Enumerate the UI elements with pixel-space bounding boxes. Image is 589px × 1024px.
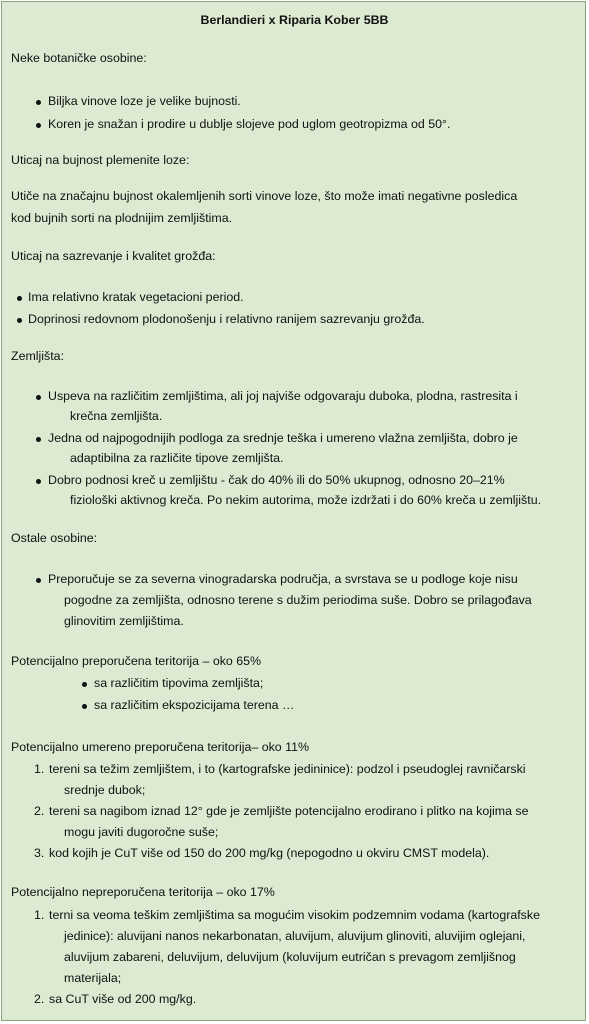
- bullet-icon: [36, 479, 41, 484]
- list-item-line: krečna zemljišta.: [70, 409, 163, 423]
- bullet-icon: [36, 395, 41, 400]
- list-item: Koren je snažan i prodire u dublje slojeve pod uglom geotropizma od 50°.: [48, 117, 451, 131]
- list-number: 1.: [34, 762, 45, 776]
- paragraph-line: pogodne za zemljišta, odnosno terene s dužim periodima suše. Dobro se prilagođava: [64, 593, 532, 607]
- list-item-line: Dobro podnosi kreč u zemljištu - čak do 40% ili do 50% ukupnog, odnosno 20–21%: [48, 473, 505, 487]
- list-item-line: srednje dubok;: [64, 783, 146, 797]
- bullet-icon: [36, 123, 41, 128]
- list-item-line: jedinice): aluvijani nanos nekarbonatan, aluvijum, aluvijum glinoviti, aluvijim oglejani,: [64, 929, 526, 943]
- list-item: sa različitim ekspozicijama terena …: [94, 698, 295, 712]
- document-panel: [1, 1, 586, 1021]
- section-heading-botanical: Neke botaničke osobine:: [11, 51, 147, 65]
- section-heading-vigor: Uticaj na bujnost plemenite loze:: [11, 153, 190, 167]
- bullet-icon: [36, 100, 41, 105]
- bullet-icon: [36, 437, 41, 442]
- list-number: 3.: [34, 846, 45, 860]
- list-number: 2.: [34, 804, 45, 818]
- list-item-line: adaptibilna za različite tipove zemljišta.: [70, 451, 284, 465]
- list-item: Biljka vinove loze je velike bujnosti.: [48, 94, 241, 108]
- section-heading-not-recommended: Potencijalno nepreporučena teritorija – oko 17%: [11, 885, 275, 899]
- list-item-line: mogu javiti dugoročne suše;: [64, 825, 219, 839]
- bullet-icon: [36, 578, 41, 583]
- section-heading-ripening: Uticaj na sazrevanje i kvalitet grožđa:: [11, 249, 216, 263]
- section-heading-moderately-recommended: Potencijalno umereno preporučena teritorija– oko 11%: [11, 740, 310, 754]
- list-item-line: Uspeva na različitim zemljištima, ali joj najviše odgovaraju duboka, plodna, rastresita i: [48, 389, 518, 403]
- section-heading-soils: Zemljišta:: [11, 349, 65, 363]
- list-item-line: tereni sa nagibom iznad 12° gde je zemljište potencijalno erodirano i plitko na kojima se: [49, 804, 529, 818]
- list-item-line: tereni sa težim zemljištem, i to (kartografske jedininice): podzol i pseudoglej ravničarski: [49, 762, 526, 776]
- paragraph-line: Utiče na značajnu bujnost okalemljenih sorti vinove loze, što može imati negativne posledica: [11, 189, 518, 203]
- section-heading-other: Ostale osobine:: [11, 531, 98, 545]
- list-item-line: kod kojih je CuT više od 150 do 200 mg/kg (nepogodno u okviru CMST modela).: [49, 846, 490, 860]
- bullet-icon: [82, 682, 87, 687]
- list-item-line: materijala;: [64, 971, 122, 985]
- list-item-line: aluvijum zabareni, deluvijum, deluvijum (koluvijum eutričan s prevagom zemljišnog: [64, 950, 516, 964]
- list-item: Ima relativno kratak vegetacioni period.: [28, 290, 244, 304]
- bullet-icon: [17, 318, 22, 323]
- section-heading-recommended: Potencijalno preporučena teritorija – oko 65%: [11, 654, 262, 668]
- list-item: Doprinosi redovnom plodonošenju i relativno ranijem sazrevanju grožđa.: [28, 312, 425, 326]
- list-item-line: fiziološki aktivnog kreča. Po nekim autorima, može izdržati i do 60% kreča u zemljištu.: [70, 493, 542, 507]
- document-title: Berlandieri x Riparia Kober 5BB: [200, 13, 389, 27]
- list-item-line: Jedna od najpogodnijih podloga za srednje teška i umereno vlažna zemljišta, dobro je: [48, 431, 518, 445]
- bullet-icon: [82, 704, 87, 709]
- paragraph-line: glinovitim zemljištima.: [64, 614, 184, 628]
- bullet-icon: [17, 296, 22, 301]
- list-item: sa različitim tipovima zemljišta;: [94, 676, 264, 690]
- list-number: 1.: [34, 908, 45, 922]
- list-item-line: sa CuT više od 200 mg/kg.: [49, 992, 197, 1006]
- list-number: 2.: [34, 992, 45, 1006]
- paragraph-line: Preporučuje se za severna vinogradarska područja, a svrstava se u podloge koje nisu: [48, 572, 518, 586]
- list-item-line: terni sa veoma teškim zemljištima sa mogućim visokim podzemnim vodama (kartografske: [49, 908, 540, 922]
- paragraph-line: kod bujnih sorti na plodnijim zemljištima.: [11, 211, 233, 225]
